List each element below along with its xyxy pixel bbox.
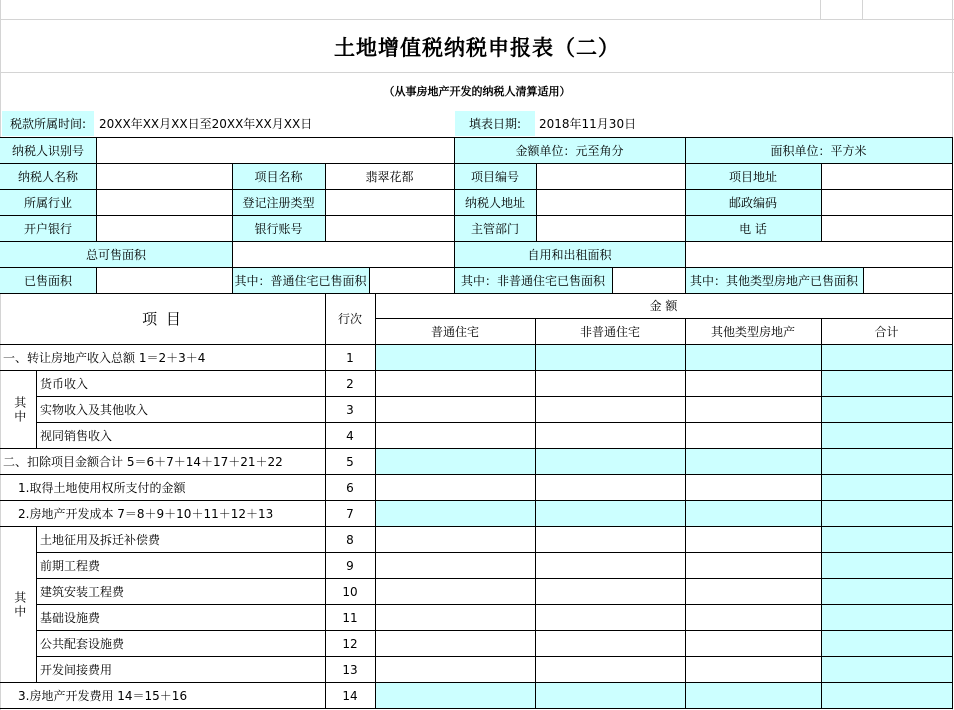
amount-cell[interactable] <box>536 553 685 579</box>
amount-cell[interactable] <box>686 657 821 683</box>
self-rented-label: 自用和出租面积 <box>454 242 685 268</box>
amount-cell[interactable] <box>822 579 952 605</box>
col-ordinary: 普通住宅 <box>430 324 479 339</box>
amount-cell[interactable] <box>376 683 535 709</box>
row-line-number: 10 <box>342 585 358 599</box>
amount-cell[interactable] <box>686 527 821 553</box>
postcode-label: 邮政编码 <box>685 190 821 216</box>
row-label: 前期工程费 <box>40 559 101 573</box>
amount-cell[interactable] <box>536 397 685 423</box>
project-address-label: 项目地址 <box>685 164 821 190</box>
row-label: 开发间接费用 <box>40 663 113 677</box>
amount-cell[interactable] <box>376 579 535 605</box>
amount-cell[interactable] <box>822 553 952 579</box>
amount-cell[interactable] <box>686 345 821 371</box>
row-line-number: 3 <box>346 403 354 417</box>
total-saleable-label: 总可售面积 <box>0 242 232 268</box>
row-label: 货币收入 <box>40 377 89 391</box>
authority-label: 主管部门 <box>454 216 536 242</box>
amount-cell[interactable] <box>822 501 952 527</box>
bank-label: 开户银行 <box>0 216 96 242</box>
row-label: 公共配套设施费 <box>40 637 125 651</box>
row-line-number: 1 <box>346 351 354 365</box>
amount-cell[interactable] <box>822 475 952 501</box>
group-label-income: 其中 <box>12 396 27 424</box>
amount-cell[interactable] <box>686 501 821 527</box>
project-name-label: 项目名称 <box>232 164 325 190</box>
amount-cell[interactable] <box>822 527 952 553</box>
row-label: 视同销售收入 <box>40 429 113 443</box>
row-line-number: 6 <box>346 481 354 495</box>
col-total: 合计 <box>874 324 899 339</box>
tax-period-value[interactable]: 20XX年XX月XX日至20XX年XX月XX日 <box>99 116 313 131</box>
sold-nonordinary-label: 其中：非普通住宅已售面积 <box>454 268 612 294</box>
amount-cell[interactable] <box>822 449 952 475</box>
amount-cell[interactable] <box>822 631 952 657</box>
amount-header: 金 额 <box>649 299 678 313</box>
row-line-number: 7 <box>346 507 354 521</box>
amount-cell[interactable] <box>376 501 535 527</box>
amount-cell[interactable] <box>686 449 821 475</box>
amount-cell[interactable] <box>686 371 821 397</box>
row-label: 基础设施费 <box>40 611 101 625</box>
amount-cell[interactable] <box>376 553 535 579</box>
amount-cell[interactable] <box>376 345 535 371</box>
row-label: 1.取得土地使用权所支付的金额 <box>18 481 186 495</box>
amount-cell[interactable] <box>822 605 952 631</box>
amount-cell[interactable] <box>376 397 535 423</box>
row-line-number: 12 <box>342 637 358 651</box>
amount-cell[interactable] <box>376 475 535 501</box>
amount-cell[interactable] <box>536 501 685 527</box>
row-label: 建筑安装工程费 <box>40 585 125 599</box>
row-label: 一、转让房地产收入总额 1＝2＋3＋4 <box>3 351 206 365</box>
fill-date-label: 填表日期: <box>455 111 535 136</box>
taxpayer-id-label: 纳税人识别号 <box>0 138 96 164</box>
amount-cell[interactable] <box>536 631 685 657</box>
amount-cell[interactable] <box>536 605 685 631</box>
amount-cell[interactable] <box>822 683 952 709</box>
amount-cell[interactable] <box>686 475 821 501</box>
row-line-number: 4 <box>346 429 354 443</box>
row-line-number: 11 <box>342 611 358 625</box>
amount-cell[interactable] <box>686 423 821 449</box>
sold-ordinary-label: 其中：普通住宅已售面积 <box>232 268 369 294</box>
amount-cell[interactable] <box>686 605 821 631</box>
amount-cell[interactable] <box>536 475 685 501</box>
project-code-label: 项目编号 <box>454 164 536 190</box>
phone-label: 电 话 <box>685 216 821 242</box>
bank-account-label: 银行账号 <box>232 216 325 242</box>
amount-unit: 金额单位：元至角分 <box>454 138 685 164</box>
sold-other-label: 其中：其他类型房地产已售面积 <box>685 268 863 294</box>
line-column-header: 行次 <box>337 312 362 326</box>
industry-label: 所属行业 <box>0 190 96 216</box>
amount-cell[interactable] <box>686 397 821 423</box>
row-line-number: 14 <box>342 689 358 703</box>
amount-cell[interactable] <box>822 423 952 449</box>
amount-cell[interactable] <box>536 345 685 371</box>
tax-period-label: 税款所属时间: <box>2 111 94 136</box>
amount-cell[interactable] <box>536 527 685 553</box>
row-label: 2.房地产开发成本 7＝8＋9＋10＋11＋12＋13 <box>18 507 274 521</box>
row-label: 土地征用及拆迁补偿费 <box>40 533 161 547</box>
item-column-header: 项 目 <box>142 309 183 328</box>
amount-cell[interactable] <box>376 605 535 631</box>
row-label: 3.房地产开发费用 14＝15＋16 <box>18 689 188 703</box>
amount-cell[interactable] <box>686 631 821 657</box>
amount-cell[interactable] <box>376 631 535 657</box>
taxpayer-address-label: 纳税人地址 <box>454 190 536 216</box>
taxpayer-name-label: 纳税人名称 <box>0 164 96 190</box>
group-label-cost: 其中 <box>12 591 27 619</box>
amount-cell[interactable] <box>536 657 685 683</box>
amount-cell[interactable] <box>822 397 952 423</box>
page-subtitle: （从事房地产开发的纳税人清算适用） <box>383 84 571 98</box>
row-label: 二、扣除项目金额合计 5＝6＋7＋14＋17＋21＋22 <box>3 455 283 469</box>
amount-cell[interactable] <box>376 449 535 475</box>
row-label: 实物收入及其他收入 <box>40 403 149 417</box>
row-line-number: 5 <box>346 455 354 469</box>
amount-cell[interactable] <box>376 371 535 397</box>
amount-cell[interactable] <box>536 423 685 449</box>
fill-date-value[interactable]: 2018年11月30日 <box>539 116 637 131</box>
amount-cell[interactable] <box>686 683 821 709</box>
page-title: 土地增值税纳税申报表（二） <box>334 34 620 60</box>
amount-cell[interactable] <box>822 371 952 397</box>
amount-cell[interactable] <box>376 527 535 553</box>
amount-cell[interactable] <box>536 449 685 475</box>
row-line-number: 2 <box>346 377 354 391</box>
col-nonordinary: 非普通住宅 <box>579 324 640 339</box>
amount-cell[interactable] <box>376 423 535 449</box>
amount-cell[interactable] <box>822 345 952 371</box>
sold-area-label: 已售面积 <box>0 268 96 294</box>
area-unit: 面积单位：平方米 <box>685 138 952 164</box>
col-other: 其他类型房地产 <box>710 324 795 339</box>
amount-cell[interactable] <box>686 579 821 605</box>
reg-type-label: 登记注册类型 <box>232 190 325 216</box>
amount-cell[interactable] <box>536 371 685 397</box>
row-line-number: 9 <box>346 559 354 573</box>
amount-cell[interactable] <box>376 657 535 683</box>
amount-cell[interactable] <box>686 553 821 579</box>
amount-cell[interactable] <box>536 683 685 709</box>
project-name-value[interactable]: 翡翠花都 <box>365 170 414 184</box>
row-line-number: 8 <box>346 533 354 547</box>
amount-cell[interactable] <box>536 579 685 605</box>
amount-cell[interactable] <box>822 657 952 683</box>
row-line-number: 13 <box>342 663 358 677</box>
